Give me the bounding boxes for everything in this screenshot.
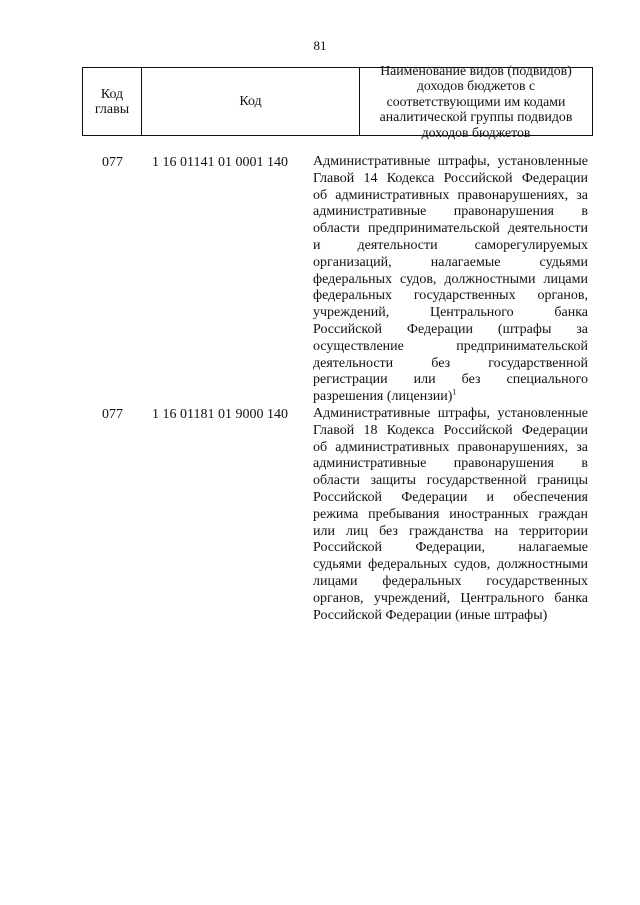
chapter-code: 077 — [102, 155, 123, 170]
description-line: административные правонарушения в — [313, 204, 588, 220]
description-line: Российской Федерации (штрафы за — [313, 321, 588, 337]
description-line: Административные штрафы, установленные — [313, 154, 588, 169]
budget-code: 1 16 01181 01 9000 140 — [152, 407, 288, 422]
description-line: осуществление предпринимательской — [313, 338, 588, 354]
description-line: лицами федеральных государственных — [313, 573, 588, 589]
income-description — [313, 154, 588, 406]
description-line: судьями федеральных судов, должностными — [313, 557, 588, 573]
header-income-name: Наименование видов (подвидов) доходов бюджетов с соответствующими им кодами аналитической группы подвидов доходов бюджетов — [379, 62, 573, 140]
description-line: Российской Федерации (иные штрафы) — [313, 607, 548, 623]
description-line: регистрации или без специального — [313, 372, 588, 388]
budget-code: 1 16 01141 01 0001 140 — [152, 155, 288, 170]
description-line: об административных правонарушениях, за — [313, 439, 588, 455]
description-line: Главой 14 Кодекса Российской Федерации — [313, 170, 588, 186]
description-line: организаций, налагаемые судьями — [313, 254, 588, 270]
description-line: федеральных государственных органов, — [313, 288, 588, 304]
header-chapter-code: Код главы — [83, 68, 142, 135]
description-line: области защиты государственной границы — [313, 473, 588, 489]
description-line: деятельности без государственной — [313, 355, 588, 371]
description-line: Российской Федерации, налагаемые — [313, 540, 588, 556]
chapter-code: 077 — [102, 407, 123, 422]
page-number: 81 — [313, 38, 327, 53]
description-line: об административных правонарушениях, за — [313, 187, 588, 203]
description-line — [313, 389, 588, 406]
description-line: органов, учреждений, Центрального банка — [313, 590, 588, 606]
description-line: Административные штрафы, установленные — [313, 406, 588, 421]
description-line: режима пребывания иностранных граждан — [313, 506, 588, 522]
description-line: административные правонарушения в — [313, 456, 588, 472]
description-line: Российской Федерации и обеспечения — [313, 489, 588, 505]
description-line: и деятельности саморегулируемых — [313, 237, 588, 253]
description-line: учреждений, Центрального банка — [313, 305, 588, 321]
description-line: Главой 18 Кодекса Российской Федерации — [313, 422, 588, 438]
description-line: федеральных судов, должностными лицами — [313, 271, 588, 287]
description-line: или лиц без гражданства на территории — [313, 523, 588, 539]
footnote-mark: 1 — [452, 387, 457, 397]
header-code: Код — [142, 68, 360, 135]
description-line: области предпринимательской деятельности — [313, 221, 588, 237]
description-line-text: разрешения (лицензии) — [313, 389, 453, 405]
table-header — [82, 62, 593, 140]
income-description — [313, 406, 588, 624]
